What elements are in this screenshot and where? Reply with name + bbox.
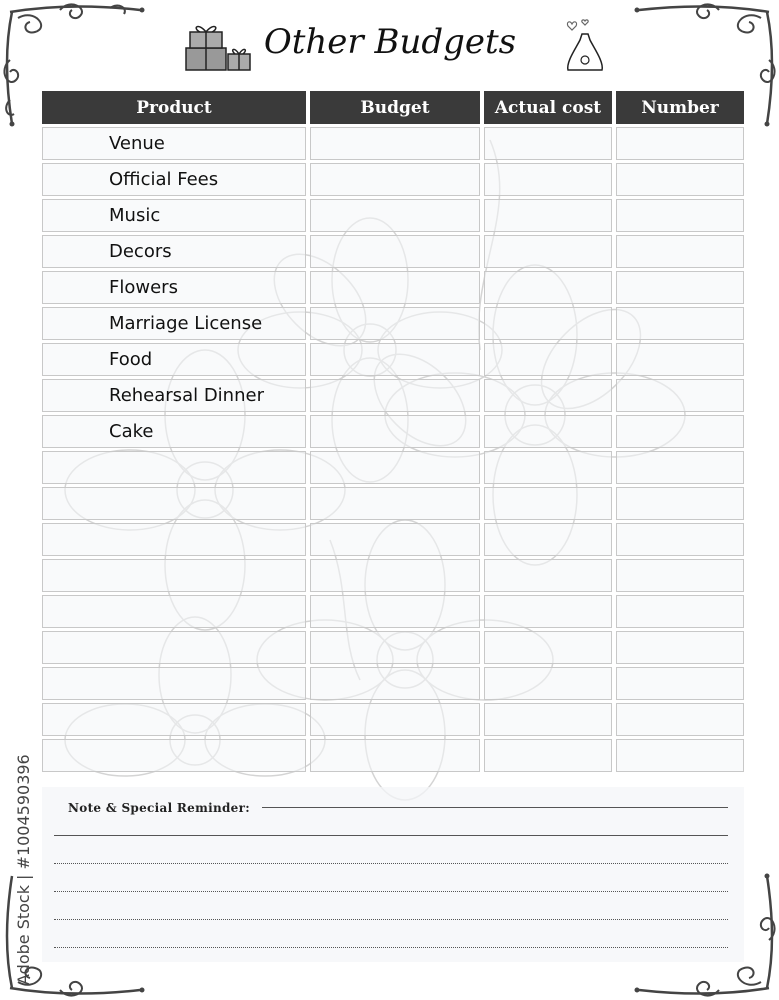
actual-cost-cell[interactable] — [484, 343, 612, 376]
actual-cost-cell[interactable] — [484, 487, 612, 520]
budget-cell[interactable] — [310, 559, 480, 592]
notes-section — [42, 787, 744, 962]
product-name: Marriage License — [109, 313, 263, 334]
budget-cell[interactable] — [310, 271, 480, 304]
product-cell[interactable] — [42, 739, 306, 772]
table-row — [42, 451, 744, 487]
budget-cell[interactable] — [310, 631, 480, 664]
table-row — [42, 127, 744, 163]
number-cell[interactable] — [616, 631, 744, 664]
product-cell[interactable] — [42, 235, 306, 268]
product-cell[interactable] — [42, 199, 306, 232]
notes-line[interactable] — [54, 835, 728, 836]
table-row — [42, 631, 744, 667]
stock-watermark: Adobe Stock | #1004590396 — [14, 754, 33, 985]
actual-cost-cell[interactable] — [484, 127, 612, 160]
table-row — [42, 379, 744, 415]
budget-cell[interactable] — [310, 235, 480, 268]
number-cell[interactable] — [616, 667, 744, 700]
table-row — [42, 487, 744, 523]
actual-cost-cell[interactable] — [484, 163, 612, 196]
number-cell[interactable] — [616, 523, 744, 556]
number-cell[interactable] — [616, 343, 744, 376]
budget-cell[interactable] — [310, 199, 480, 232]
product-name: Music — [109, 205, 161, 226]
actual-cost-cell[interactable] — [484, 559, 612, 592]
product-name: Decors — [109, 241, 172, 262]
actual-cost-cell[interactable] — [484, 271, 612, 304]
actual-cost-cell[interactable] — [484, 415, 612, 448]
wedding-dress-icon — [560, 18, 610, 76]
product-cell[interactable] — [42, 415, 306, 448]
budget-cell[interactable] — [310, 451, 480, 484]
header-number: Number — [616, 91, 744, 124]
notes-label: Note & Special Reminder: — [68, 801, 250, 815]
product-cell[interactable] — [42, 667, 306, 700]
actual-cost-cell[interactable] — [484, 739, 612, 772]
budget-cell[interactable] — [310, 379, 480, 412]
actual-cost-cell[interactable] — [484, 703, 612, 736]
product-name: Food — [109, 349, 153, 370]
notes-dotted-line[interactable] — [54, 919, 728, 920]
product-name: Cake — [109, 421, 154, 442]
table-row — [42, 595, 744, 631]
product-cell[interactable] — [42, 451, 306, 484]
number-cell[interactable] — [616, 163, 744, 196]
table-header-row — [42, 91, 744, 127]
budget-cell[interactable] — [310, 595, 480, 628]
product-cell[interactable] — [42, 523, 306, 556]
budget-cell[interactable] — [310, 127, 480, 160]
table-row — [42, 271, 744, 307]
actual-cost-cell[interactable] — [484, 379, 612, 412]
budget-cell[interactable] — [310, 703, 480, 736]
product-cell[interactable] — [42, 631, 306, 664]
number-cell[interactable] — [616, 559, 744, 592]
product-name: Flowers — [109, 277, 178, 298]
number-cell[interactable] — [616, 451, 744, 484]
budget-cell[interactable] — [310, 415, 480, 448]
actual-cost-cell[interactable] — [484, 595, 612, 628]
actual-cost-cell[interactable] — [484, 523, 612, 556]
number-cell[interactable] — [616, 595, 744, 628]
notes-line[interactable] — [262, 807, 728, 808]
number-cell[interactable] — [616, 127, 744, 160]
number-cell[interactable] — [616, 487, 744, 520]
table-row — [42, 703, 744, 739]
table-row — [42, 415, 744, 451]
gift-boxes-icon — [182, 20, 254, 72]
notes-dotted-line[interactable] — [54, 863, 728, 864]
budget-cell[interactable] — [310, 739, 480, 772]
table-row — [42, 667, 744, 703]
product-cell[interactable] — [42, 379, 306, 412]
product-name: Rehearsal Dinner — [109, 385, 264, 406]
table-row — [42, 523, 744, 559]
budget-table — [42, 91, 744, 775]
number-cell[interactable] — [616, 271, 744, 304]
table-row — [42, 235, 744, 271]
page-title: Other Budgets — [263, 22, 517, 62]
product-name: Official Fees — [109, 169, 219, 190]
actual-cost-cell[interactable] — [484, 199, 612, 232]
budget-cell[interactable] — [310, 307, 480, 340]
product-cell[interactable] — [42, 595, 306, 628]
actual-cost-cell[interactable] — [484, 235, 612, 268]
actual-cost-cell[interactable] — [484, 451, 612, 484]
product-cell[interactable] — [42, 703, 306, 736]
number-cell[interactable] — [616, 379, 744, 412]
product-cell[interactable] — [42, 127, 306, 160]
product-cell[interactable] — [42, 163, 306, 196]
product-cell[interactable] — [42, 307, 306, 340]
number-cell[interactable] — [616, 199, 744, 232]
actual-cost-cell[interactable] — [484, 667, 612, 700]
product-cell[interactable] — [42, 559, 306, 592]
notes-dotted-line[interactable] — [54, 947, 728, 948]
product-name: Venue — [109, 133, 165, 154]
actual-cost-cell[interactable] — [484, 631, 612, 664]
number-cell[interactable] — [616, 739, 744, 772]
table-row — [42, 739, 744, 775]
table-row — [42, 343, 744, 379]
product-cell[interactable] — [42, 271, 306, 304]
actual-cost-cell[interactable] — [484, 307, 612, 340]
budget-cell[interactable] — [310, 163, 480, 196]
table-row — [42, 199, 744, 235]
table-row — [42, 307, 744, 343]
product-cell[interactable] — [42, 487, 306, 520]
header-product: Product — [42, 91, 306, 124]
header-actual-cost: Actual cost — [484, 91, 612, 124]
budget-cell[interactable] — [310, 667, 480, 700]
notes-dotted-line[interactable] — [54, 891, 728, 892]
number-cell[interactable] — [616, 703, 744, 736]
budget-cell[interactable] — [310, 343, 480, 376]
table-row — [42, 163, 744, 199]
header-budget: Budget — [310, 91, 480, 124]
product-cell[interactable] — [42, 343, 306, 376]
table-row — [42, 559, 744, 595]
budget-cell[interactable] — [310, 523, 480, 556]
number-cell[interactable] — [616, 415, 744, 448]
number-cell[interactable] — [616, 307, 744, 340]
number-cell[interactable] — [616, 235, 744, 268]
budget-cell[interactable] — [310, 487, 480, 520]
